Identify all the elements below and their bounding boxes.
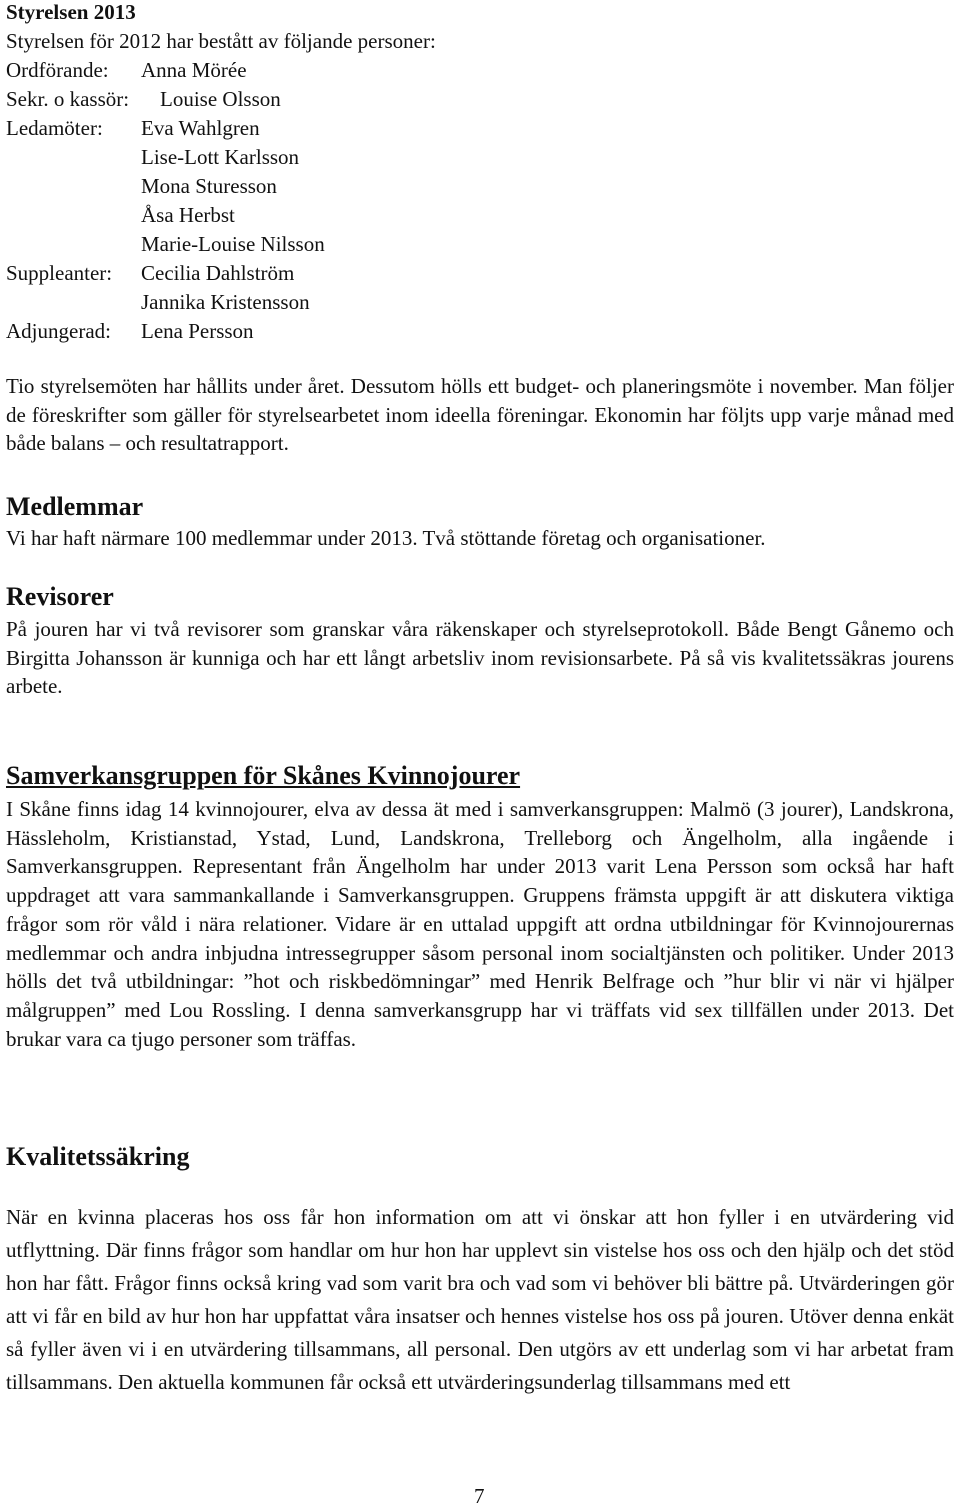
board-paragraph: Tio styrelsemöten har hållits under året. Dessutom hölls ett budget- och planeringsmöte i november. Man följer de föreskrifter som gäller för styrelsearbetet inom ideella föreningar. Ekonomin har följts upp varje månad med både balans – och resultatrapport. [6, 374, 954, 456]
board-intro: Styrelsen för 2012 har bestått av följande personer: [6, 29, 436, 53]
cooperation-paragraph: I Skåne finns idag 14 kvinnojourer, elva av dessa ät med i samverkansgruppen: Malmö (3 jourer), Landskrona, Hässleholm, Kristianstad, Ystad, Lund, Landskrona, Trelleborg och Ängelholm, alla ingående i Samverkansgruppen. Representant från Ängelholm har under 2013 varit Lena Persson som också har haft uppdraget att vara sammankallande i Samverkansgruppen. Gruppens främsta uppgift är att diskutera viktiga frågor som rör våld i nära relationer. Vidare är en uttalad uppgift att ordna utbildningar för Kvinnojourernas medlemmar och andra inbjudna intressegrupper såsom personal inom socialtjänsten och politiker. Under 2013 hölls det två utbildningar: ”hot och riskbedömningar” med Henrik Belfrage och ”hur blir vi när vi hjälper målgruppen” med Lou Rossling. I denna samverkansgrupp har vi träffats vid sex tillfällen under 2013. Det brukar vara ca tjugo personer som träffas. [6, 797, 954, 1051]
member-name: Jannika Kristensson [141, 290, 310, 314]
member-name: Cecilia Dahlström [141, 261, 295, 285]
member-name: Lena Persson [141, 319, 254, 343]
members-heading: Medlemmar [6, 492, 144, 521]
auditors-paragraph: På jouren har vi två revisorer som granskar våra räkenskaper och styrelseprotokoll. Både Bengt Gånemo och Birgitta Johansson är kunniga och har ett långt arbetsliv inom revisionsarbete. På så vis kvalitetssäkras jourens arbete. [6, 617, 954, 699]
quality-paragraph: När en kvinna placeras hos oss får hon information om att vi önskar att hon fyller i en utvärdering vid utflyttning. Där finns frågor som handlar om hur hon har upplevt sin vistelse hos oss och den hjälp och det stöd hon har fått. Frågor finns också kring vad som varit bra och vad som vi behöver bli bättre på. Utvärderingen gör att vi får en bild av hur hon har uppfattat våra insatser och hennes vistelse hos oss på jouren. Utöver denna enkät så fyller även vi i en utvärdering tillsammans, all personal. Den utgörs av ett underlag som vi har arbetat fram tillsammans. Den aktuella kommunen får också ett utvärderingsunderlag tillsammans med ett [6, 1205, 954, 1394]
member-name: Eva Wahlgren [141, 116, 260, 140]
cooperation-heading: Samverkansgruppen för Skånes Kvinnojourer [6, 761, 521, 790]
member-name: Mona Sturesson [141, 174, 277, 198]
role-label: Sekr. o kassör: [6, 87, 130, 111]
members-paragraph: Vi har haft närmare 100 medlemmar under 2013. Två stöttande företag och organisationer. [6, 526, 766, 550]
member-name: Lise-Lott Karlsson [141, 145, 300, 169]
auditors-heading: Revisorer [6, 582, 114, 611]
quality-heading: Kvalitetssäkring [6, 1142, 190, 1171]
member-name: Marie-Louise Nilsson [141, 232, 325, 256]
page-number: 7 [474, 1484, 485, 1508]
board-title: Styrelsen 2013 [6, 0, 136, 24]
role-label: Ordförande: [6, 58, 109, 82]
member-name: Anna Mörée [141, 58, 247, 82]
member-name: Åsa Herbst [141, 203, 235, 227]
role-label: Adjungerad: [6, 319, 111, 343]
role-label: Suppleanter: [6, 261, 113, 285]
member-name: Louise Olsson [160, 87, 281, 111]
role-label: Ledamöter: [6, 116, 103, 140]
